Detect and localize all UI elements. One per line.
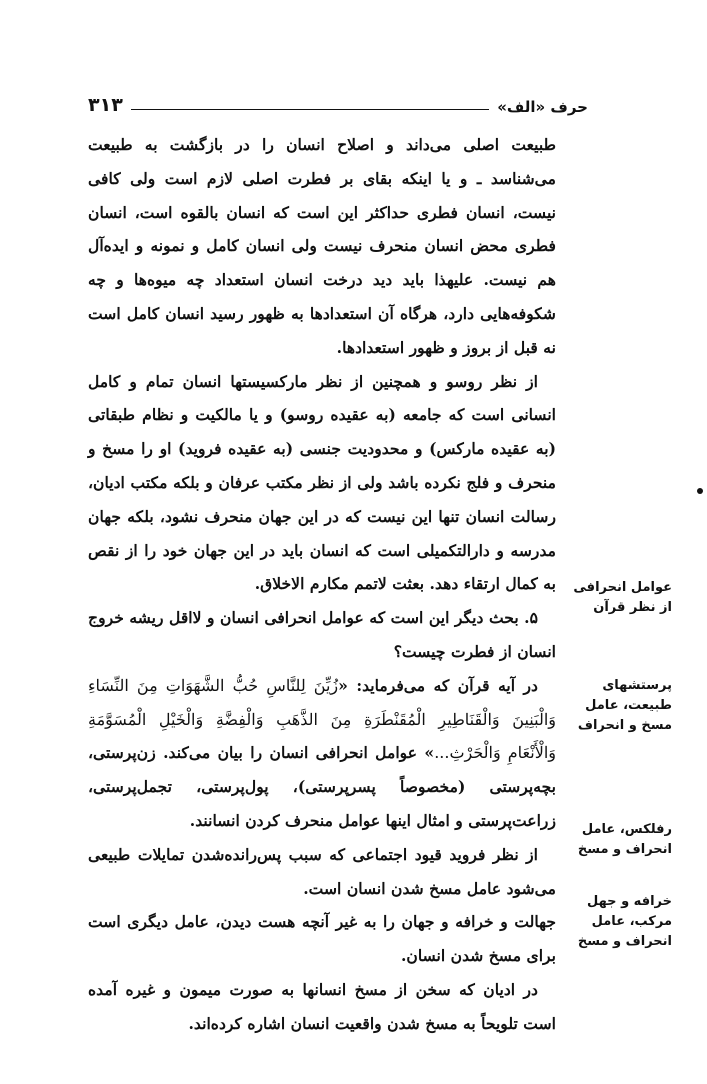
main-text <box>88 128 556 1041</box>
paragraph: از نظر روسو و همچنین از نظر مارکسیستها انسان تمام و کامل انسانی است که جامعه (به عقیده روسو) و یا مالکیت و نظام طبقاتی (به عقیده مارکس) و محدودیت جنسی (به عقیده فروید) او را مسخ و منحرف و فلج نکرده باشد ولی از نظر مکتب عرفان و بلکه مکتب ادیان، رسالت انسان تنها این نیست که در این جهان منحرف نشود، بلکه جهان مدرسه و دارالتکمیلی است که انسان باید در این جهان خود را از نقص به کمال ارتقاء دهد. بعثت لاتمم مکارم الاخلاق. <box>88 371 556 594</box>
paragraph: طبیعت اصلی می‌داند و اصلاح انسان را در بازگشت به طبیعت می‌شناسد ـ و یا اینکه بقای بر فطرت اصلی لازم است ولی کافی نیست، انسان فطری حداکثر این است که انسان بالقوه است، انسان فطری محض انسان منحرف نیست ولی انسان کامل و نمونه و ایده‌آل هم نیست. علیهذا باید دید درخت انسان استعداد چه میوه‌ها و چه شکوفه‌هایی دارد، هرگاه آن استعدادها به ظهور رسید انسان کامل است نه قبل از بروز و ظهور استعدادها. <box>88 135 556 357</box>
paragraph: جهالت و خرافه و جهان را به غیر آنچه هست دیدن، عامل دیگری است برای مسخ شدن انسان. <box>88 912 556 966</box>
margin-note: رفلکس، عامل انحراف و مسخ <box>577 822 672 857</box>
quran-paragraph <box>88 669 556 838</box>
quran-after: » عوامل انحرافی انسان را بیان می‌کند. زن‌پرستی، بچه‌پرستی (مخصوصاً پسرپرستی)، پول‌پرستی، تجمل‌پرستی، زراعت‌پرستی و امثال اینها عوامل منحرف کردن انسانند. <box>88 743 556 830</box>
quran-verse: زُيِّنَ لِلنَّاسِ حُبُّ الشَّهَوَاتِ مِنَ النِّسَاءِ وَالْبَنِينَ وَالْقَنَاطِيرِ الْمُقَنْطَرَةِ مِنَ الذَّهَبِ وَالْفِضَّةِ وَالْخَيْلِ الْمُسَوَّمَةِ وَالْأَنْعَامِ وَالْحَرْثِ... <box>88 675 557 763</box>
running-title: حرف «الف» <box>497 98 588 116</box>
header-rule <box>131 109 489 110</box>
stray-dot <box>697 488 703 494</box>
paragraph: ۵. بحث دیگر این است که عوامل انحرافی انسان و لااقل ریشه خروج انسان از فطرت چیست؟ <box>88 608 556 661</box>
page-number: ۳۱۳ <box>88 94 123 116</box>
paragraph: از نظر فروید قیود اجتماعی که سبب پس‌رانده‌شدن تمایلات طبیعی می‌شود عامل مسخ شدن انسان است. <box>88 844 556 898</box>
quran-intro: در آیه قرآن که می‌فرماید: « <box>338 675 539 695</box>
margin-note: پرستشهای طبیعت، عامل مسخ و انحراف <box>577 678 672 733</box>
margin-notes <box>560 574 672 994</box>
page-header <box>88 86 588 116</box>
margin-note: عوامل انحرافی از نظر قرآن <box>573 580 672 615</box>
paragraph: در ادیان که سخن از مسخ انسانها به صورت میمون و غیره آمده است تلویحاً به مسخ شدن واقعیت انسان اشاره کرده‌اند. <box>88 979 556 1033</box>
margin-note: خرافه و جهل مرکب، عامل انحراف و مسخ <box>577 894 672 949</box>
